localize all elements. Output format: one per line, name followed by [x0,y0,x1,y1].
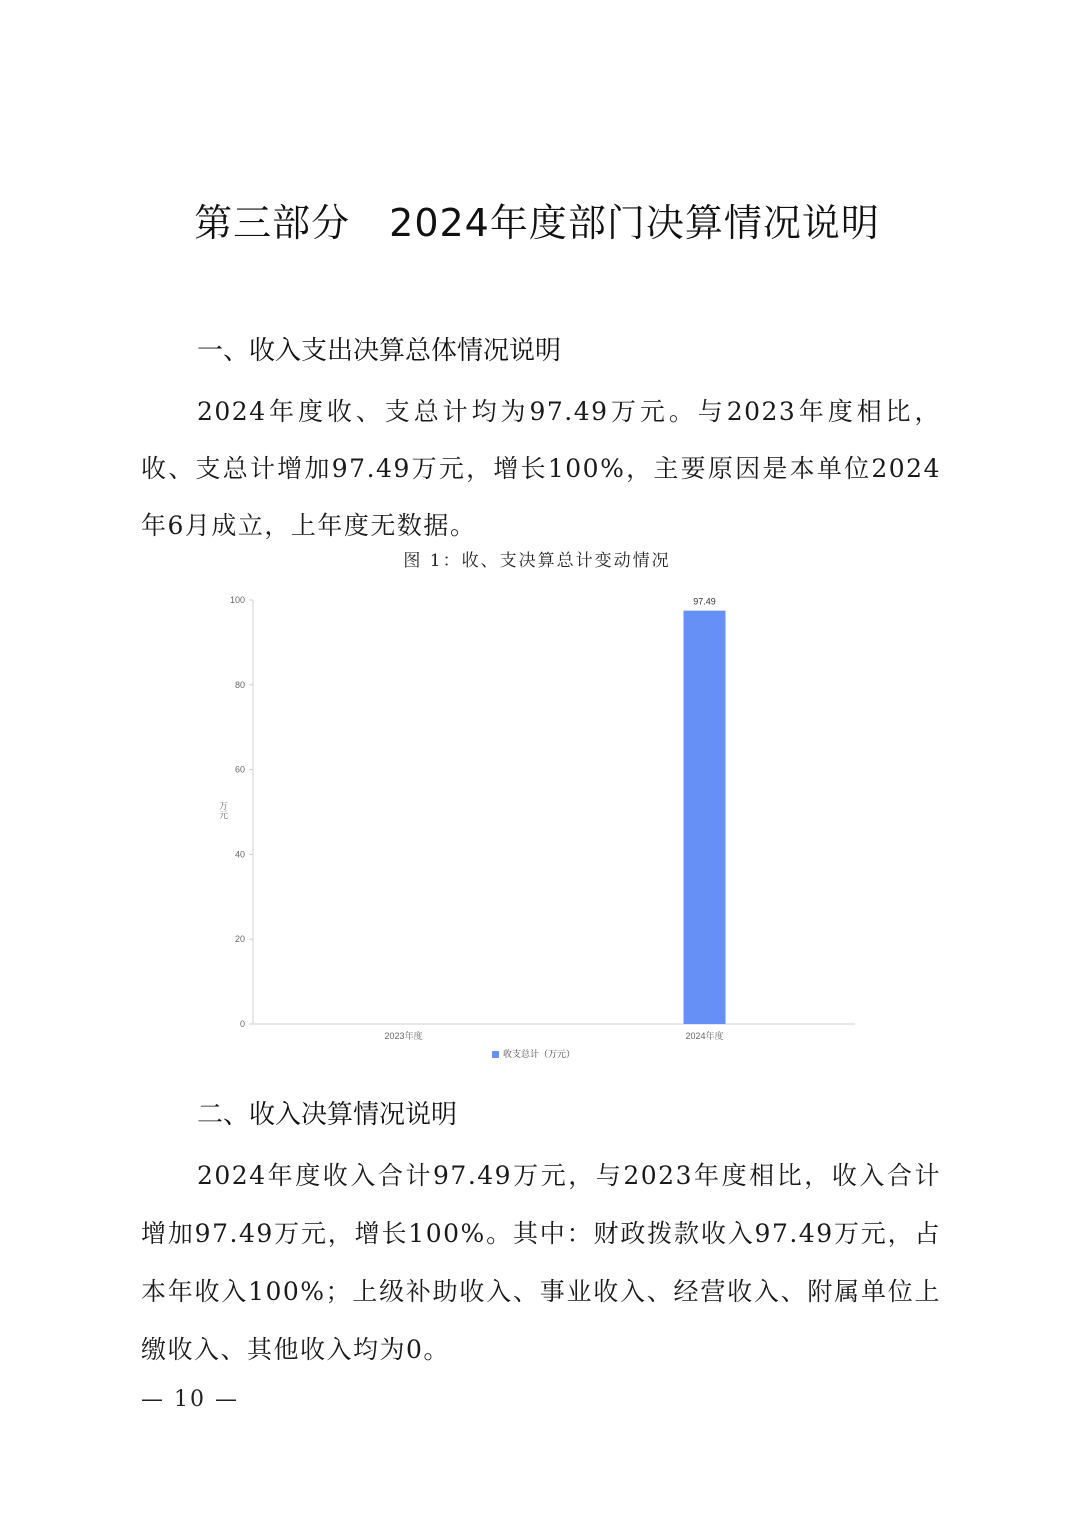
page-number: — 10 — [141,1387,239,1412]
y-tick-label: 80 [234,679,245,690]
figure-caption: 图 1：收、支决算总计变动情况 [403,551,671,571]
bar-chart [0,580,1074,1080]
section-2-paragraph: 2024年度收入合计97.49万元，与2023年度相比，收入合计增加97.49万元，增长100%。其中：财政拨款收入97.49万元，占本年收入100%；上级补助收入、事业收入、经营收入、附属单位上缴收入、其他收入均为0。 [141,1161,941,1364]
y-tick-label: 100 [229,595,245,605]
legend-swatch [492,1051,499,1058]
section-1-paragraph: 2024年度收、支总计均为97.49万元。与2023年度相比，收、支总计增加97.49万元，增长100%，主要原因是本单位2024年6月成立，上年度无数据。 [141,397,941,540]
section-heading-1: 一、收入支出决算总体情况说明 [197,336,562,366]
y-tick-label: 60 [234,764,245,775]
legend-label: 收支总计（万元） [503,1049,576,1059]
y-axis-label: 万元 [218,801,228,819]
y-tick-label: 20 [234,934,245,945]
bar [684,611,726,1024]
y-tick-label: 0 [239,1019,245,1029]
data-label: 97.49 [693,596,716,607]
section-heading-2: 二、收入决算情况说明 [197,1100,458,1130]
page-title: 第三部分 2024年度部门决算情况说明 [194,201,880,245]
x-tick-label: 2023年度 [384,1031,423,1041]
y-tick-label: 40 [234,849,245,860]
x-tick-label: 2024年度 [685,1031,724,1041]
